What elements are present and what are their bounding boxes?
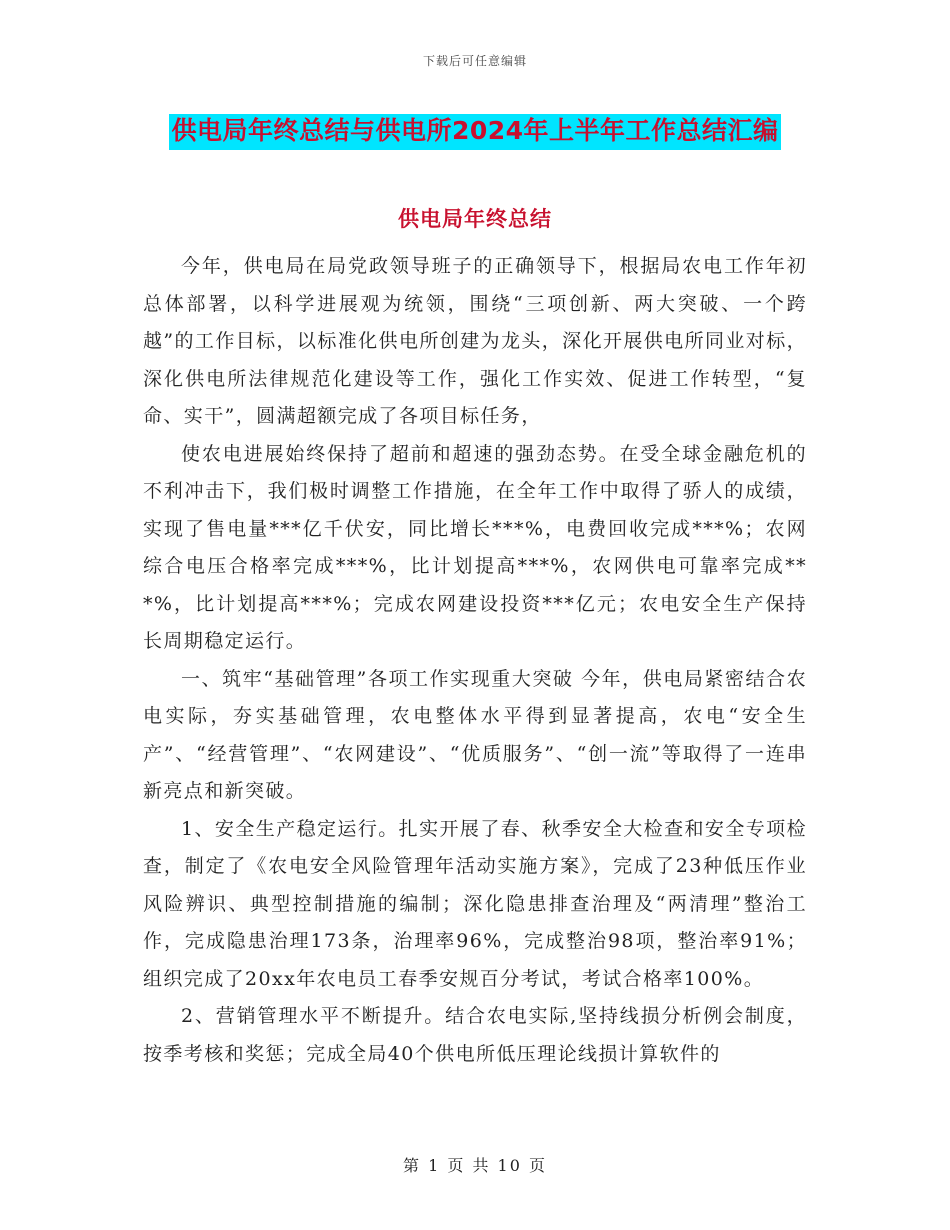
- body-paragraph-5: 2、营销管理水平不断提升。结合农电实际,坚持线损分析例会制度，按季考核和奖惩；完成全局40个供电所低压理论线损计算软件的: [143, 1005, 807, 1065]
- document-title-container: [0, 114, 950, 150]
- page-header-note: 下载后可任意编辑: [422, 54, 527, 68]
- document-body: [143, 248, 807, 1073]
- section-title: 供电局年终总结: [398, 207, 552, 231]
- body-paragraph-2: 使农电进展始终保持了超前和超速的强劲态势。在受全球金融危机的不利冲击下，我们极时调整工作措施，在全年工作中取得了骄人的成绩，实现了售电量***亿千伏安，同比增长***%，电费回收完成***%；农网综合电压合格率完成***%，比计划提高***%，农网供电可靠率完成***%，比计划提高***%；完成农网建设投资***亿元；农电安全生产保持长周期稳定运行。: [143, 442, 807, 652]
- body-paragraph-1: 今年，供电局在局党政领导班子的正确领导下，根据局农电工作年初总体部署，以科学进展观为统领，围绕“三项创新、两大突破、一个跨越”的工作目标，以标准化供电所创建为龙头，深化开展供电所同业对标，深化供电所法律规范化建设等工作，强化工作实效、促进工作转型，“复命、实干”，圆满超额完成了各项目标任务，: [143, 255, 807, 427]
- body-paragraph-3: 一、筑牢“基础管理”各项工作实现重大突破 今年，供电局紧密结合农电实际，夯实基础管理，农电整体水平得到显著提高，农电“安全生产”、“经营管理”、“农网建设”、“优质服务”、“创一流”等取得了一连串新亮点和新突破。: [143, 667, 807, 802]
- document-title: 供电局年终总结与供电所2024年上半年工作总结汇编: [169, 114, 780, 150]
- body-paragraph-4: 1、安全生产稳定运行。扎实开展了春、秋季安全大检查和安全专项检查，制定了《农电安全风险管理年活动实施方案》，完成了23种低压作业风险辨识、典型控制措施的编制；深化隐患排查治理及“两清理”整治工作，完成隐患治理173条，治理率96%，完成整治98项，整治率91%；组织完成了20xx年农电员工春季安规百分考试，考试合格率100%。: [143, 817, 807, 990]
- page-number: 第 1 页 共 10 页: [403, 1156, 547, 1175]
